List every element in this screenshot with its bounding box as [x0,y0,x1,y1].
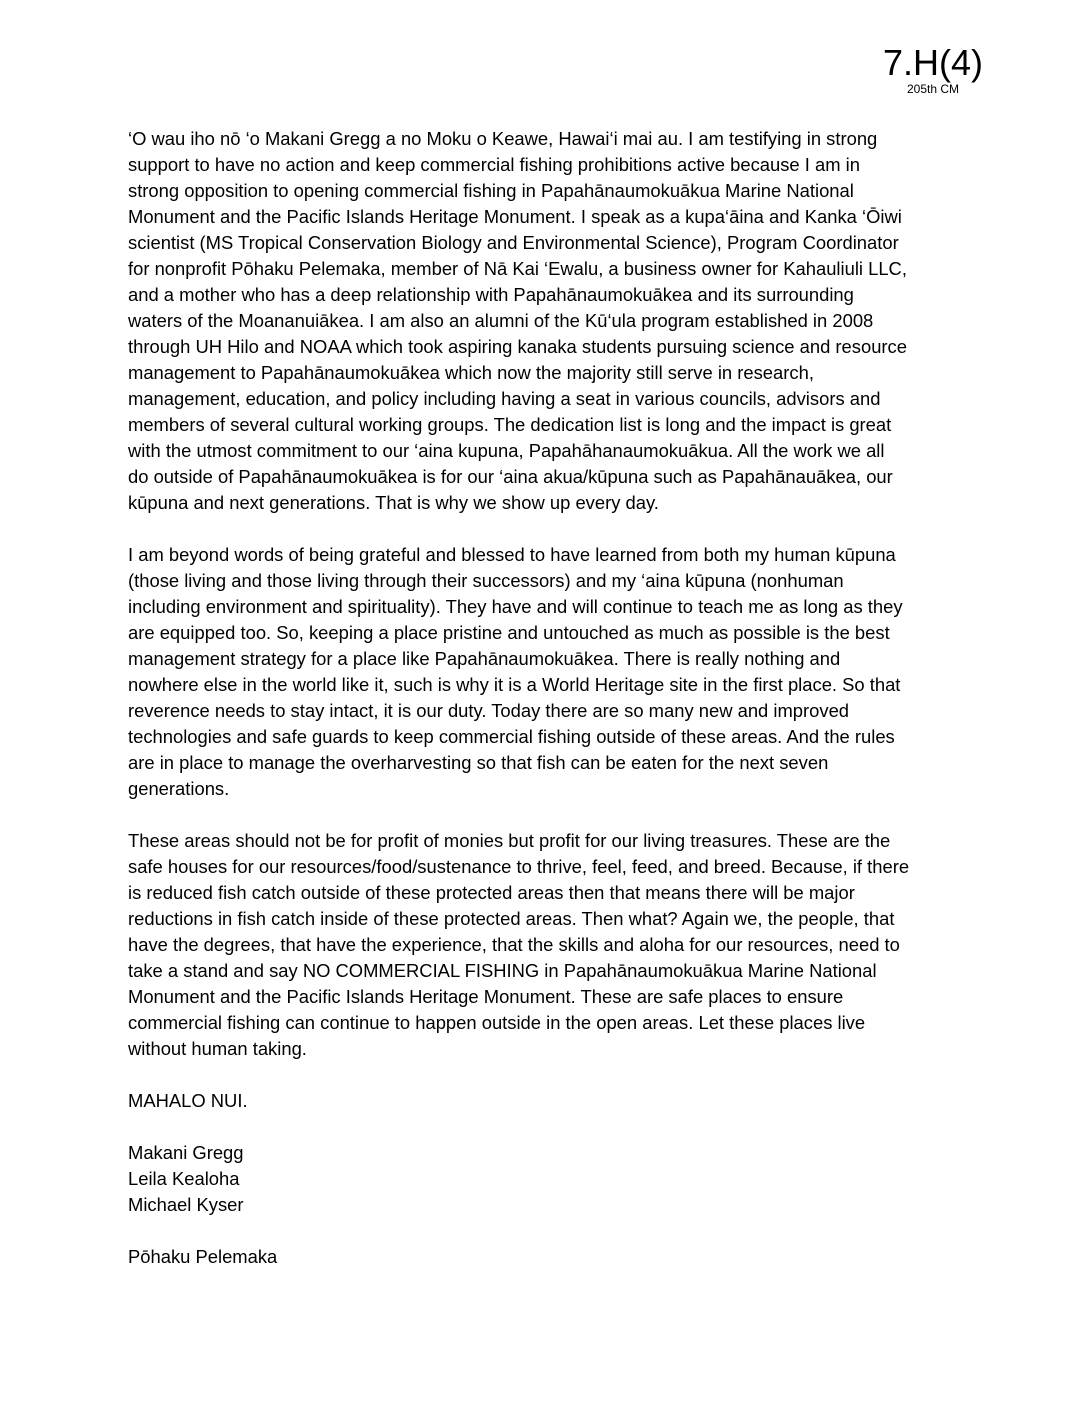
agenda-item-number: 7.H(4) [882,42,984,83]
text-line: for nonprofit Pōhaku Pelemaka, member of Nā Kai ‘Ewalu, a business owner for Kahauliuli LLC, [128,258,907,279]
signatory-name: Makani Gregg [128,1142,244,1163]
agenda-item-label [878,44,988,96]
text-line: generations. [128,778,230,799]
text-line: reverence needs to stay intact, it is our duty. Today there are so many new and improved [128,700,850,721]
paragraph-protected-areas [128,828,968,1062]
text-line: strong opposition to opening commercial fishing in Papahānaumokuākua Marine National [128,180,854,201]
text-line: do outside of Papahānaumokuākea is for our ‘aina akua/kūpuna such as Papahānauākea, our [128,466,893,487]
testimony-body [128,126,968,1270]
text-line: waters of the Moananuiākea. I am also an alumni of the Kū‘ula program established in 2008 [128,310,874,331]
text-line: are equipped too. So, keeping a place pristine and untouched as much as possible is the best [128,622,890,643]
text-line: management strategy for a place like Papahānaumokuākea. There is really nothing and [128,648,841,669]
text-line: safe houses for our resources/food/sustenance to thrive, feel, feed, and breed. Because, if there [128,856,910,877]
text-line: have the degrees, that have the experience, that the skills and aloha for our resources, need to [128,934,900,955]
text-line: kūpuna and next generations. That is why we show up every day. [128,492,659,513]
text-line: ‘O wau iho nō ‘o Makani Gregg a no Moku o Keawe, Hawai‘i mai au. I am testifying in strong [128,128,878,149]
signatory-name: Michael Kyser [128,1194,244,1215]
paragraph-introduction [128,126,968,516]
signatory-name: Leila Kealoha [128,1168,240,1189]
organization-name: Pōhaku Pelemaka [128,1246,278,1267]
text-line: support to have no action and keep commercial fishing prohibitions active because I am in [128,154,860,175]
paragraph-gratitude [128,542,968,802]
text-line: members of several cultural working groups. The dedication list is long and the impact is great [128,414,892,435]
text-line: including environment and spirituality). They have and will continue to teach me as long as they [128,596,903,617]
text-line: and a mother who has a deep relationship with Papahānaumokuākea and its surrounding [128,284,854,305]
text-line: commercial fishing can continue to happen outside in the open areas. Let these places live [128,1012,866,1033]
text-line: (those living and those living through their successors) and my ‘aina kūpuna (nonhuman [128,570,844,591]
text-line: take a stand and say NO COMMERCIAL FISHING in Papahānaumokuākua Marine National [128,960,877,981]
text-line: management, education, and policy including having a seat in various councils, advisors and [128,388,881,409]
closing-salutation: MAHALO NUI. [128,1090,248,1111]
text-line: reductions in fish catch inside of these protected areas. Then what? Again we, the people, that [128,908,895,929]
text-line: These areas should not be for profit of monies but profit for our living treasures. These are the [128,830,891,851]
text-line: nowhere else in the world like it, such is why it is a World Heritage site in the first place. So that [128,674,901,695]
text-line: through UH Hilo and NOAA which took aspiring kanaka students pursuing science and resource [128,336,907,357]
text-line: is reduced fish catch outside of these protected areas then that means there will be major [128,882,855,903]
text-line: technologies and safe guards to keep commercial fishing outside of these areas. And the rules [128,726,895,747]
text-line: management to Papahānaumokuākea which now the majority still serve in research, [128,362,814,383]
text-line: Monument and the Pacific Islands Heritage Monument. I speak as a kupa‘āina and Kanka ‘Ōiwi [128,206,902,227]
text-line: Monument and the Pacific Islands Heritage Monument. These are safe places to ensure [128,986,844,1007]
text-line: scientist (MS Tropical Conservation Biology and Environmental Science), Program Coordinator [128,232,899,253]
meeting-label: 205th CM [906,82,960,96]
signatory-list [128,1140,968,1218]
text-line: with the utmost commitment to our ‘aina kupuna, Papahāhanaumokuākua. All the work we all [128,440,885,461]
text-line: are in place to manage the overharvesting so that fish can be eaten for the next seven [128,752,829,773]
text-line: without human taking. [128,1038,307,1059]
text-line: I am beyond words of being grateful and blessed to have learned from both my human kūpuna [128,544,896,565]
